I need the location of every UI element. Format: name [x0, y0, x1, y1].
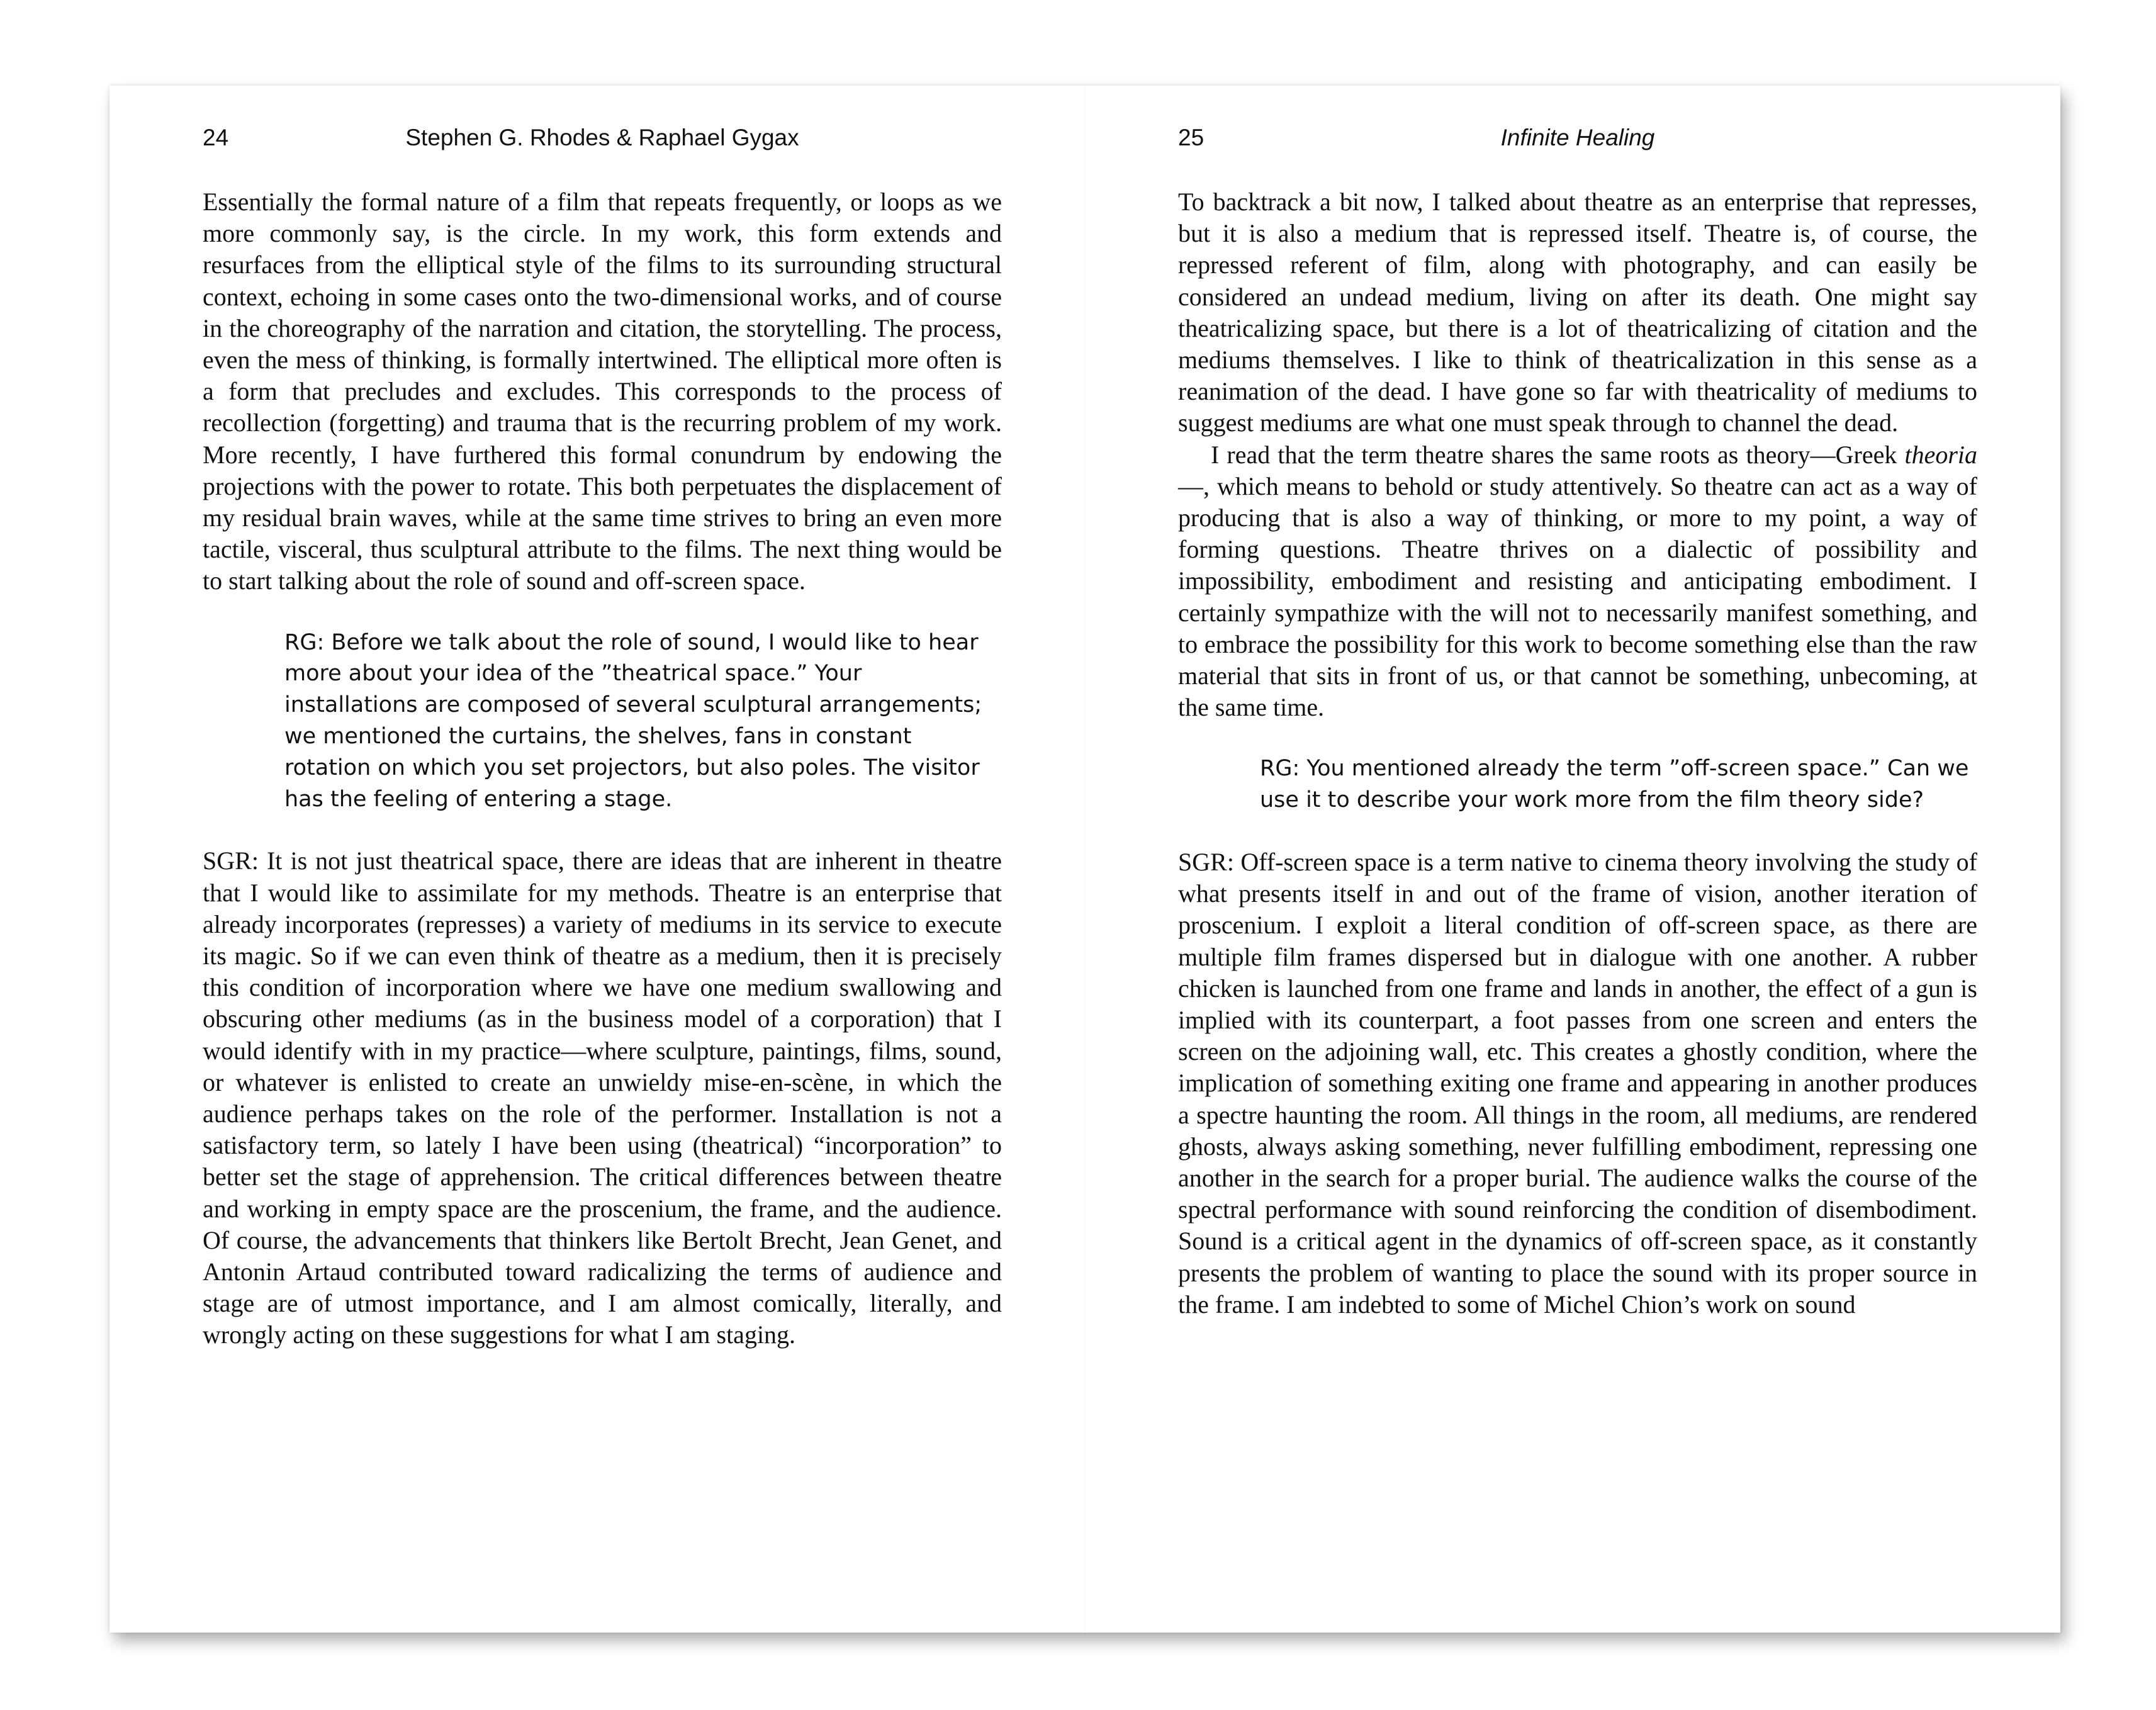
- book-spread: [109, 86, 2060, 1633]
- right-page: [1085, 86, 2060, 1633]
- left-page-header: [203, 125, 1002, 162]
- paragraph: SGR: It is not just theatrical space, there are ideas that are inherent in theatre that I would like to assimilate for my methods. Theatre is an enterprise that already incorporates (represses) a variety of mediums in its service to execute its magic. So if we can even think of theatre as a medium, then it is precisely this condition of incorporation where we have one medium swallowing and obscuring other mediums (as in the business model of a corporation) that I would identify with in my practice—where sculpture, paintings, films, sound, or whatever is enlisted to create an unwieldy mise-en-scène, in which the audience perhaps takes on the role of the performer. Installation is not a satisfactory term, so lately I have been using (theatrical) “incorporation” to better set the stage of apprehension. The critical differences between theatre and working in empty space are the proscenium, the frame, and the audience. Of course, the advancements that thinkers like Bertolt Brecht, Jean Genet, and Antonin Artaud contributed toward radicalizing the terms of audience and stage are of utmost importance, and I am almost comically, literally, and wrongly acting on these suggestions for what I am staging.: [203, 847, 1002, 1349]
- paragraph: [1178, 439, 1977, 724]
- running-head: Infinite Healing: [1500, 125, 1655, 150]
- italic-term: theoria: [1904, 440, 1977, 469]
- right-page-header: [1178, 125, 1977, 162]
- paragraph: SGR: Off-screen space is a term native to cinema theory involving the study of what presents itself in and out of the frame of vision, another iteration of proscenium. I exploit a literal condition of off-screen space, as there are multiple film frames dispersed but in dialogue with one another. A rubber chicken is launched from one frame and lands in another, the effect of a gun is implied with its counterpart, a foot passes from one screen and enters the screen on the adjoining wall, etc. This creates a ghostly condition, where the implication of something exiting one frame and appearing in another produces a spectre haunting the room. All things in the room, all mediums, are rendered ghosts, always asking something, never fulfilling embodiment, repressing one another in the search for a proper burial. The audience walks the course of the spectral performance with sound reinforcing the condition of disembodiment. Sound is a critical agent in the dynamics of off-screen space, as it constantly presents the problem of wanting to place the sound with its proper source in the frame. I am indebted to some of Michel Chion’s work on sound: [1178, 848, 1977, 1319]
- paragraph: To backtrack a bit now, I talked about theatre as an enterprise that represses, but it is also a medium that is repressed itself. Theatre is, of course, the repressed referent of film, along with photography, and can easily be considered an undead medium, living on after its death. One might say theatricalizing space, but there is a lot of theatricalizing of citation and the mediums themselves. I like to think of theatricalization in this sense as a reanimation of the dead. I have gone so far with theatricality of mediums to suggest mediums are what one must speak through to channel the dead.: [1178, 188, 1977, 437]
- paragraph: Essentially the formal nature of a film that repeats frequently, or loops as we more commonly say, is the circle. In my work, this form extends and resurfaces from the elliptical style of the films to its surrounding structural context, echoing in some cases onto the two-dimensional works, and of course in the choreography of the narration and citation, the storytelling. The process, even the mess of thinking, is formally intertwined. The elliptical more often is a form that precludes and excludes. This corresponds to the process of recollection (forgetting) and trauma that is the recurring problem of my work. More recently, I have furthered this formal conundrum by endowing the projections with the power to rotate. This both perpetuates the displacement of my residual brain waves, while at the same time strives to bring an even more tactile, visceral, thus sculptural attribute to the films. The next thing would be to start talking about the role of sound and off-screen space.: [203, 188, 1002, 595]
- running-head: Stephen G. Rhodes & Raphael Gygax: [405, 125, 799, 150]
- left-page: [109, 86, 1085, 1633]
- interview-question: RG: You mentioned already the term ”off-screen space.” Can we use it to describe your work more from the film theory side?: [1260, 756, 1969, 813]
- paragraph-text: —, which means to behold or study attentively. So theatre can act as a way of producing that is also a way of thinking, or more to my point, a way of forming questions. Theatre thrives on a dialectic of possibility and impossibility, embodiment and resisting and anticipating embodiment. I certainly sympathize with the will not to necessarily manifest something, and to embrace the possibility for this work to become something else than the raw material that sits in front of us, or that cannot be something, unbecoming, at the same time.: [1178, 471, 1977, 722]
- right-page-body: [1178, 186, 1977, 1320]
- interview-question: RG: Before we talk about the role of sound, I would like to hear more about your idea of the ”theatrical space.” Your installations are composed of several sculptural arrangements; we mentioned the curtains, the shelves, fans in constant rotation on which you set projectors, but also poles. The visitor has the feeling of entering a stage.: [284, 629, 982, 812]
- left-page-body: [203, 186, 1002, 1351]
- page-number: 24: [203, 125, 229, 150]
- page-number: 25: [1178, 125, 1204, 150]
- paragraph-text: I read that the term theatre shares the same roots as theory—Greek: [1211, 440, 1905, 469]
